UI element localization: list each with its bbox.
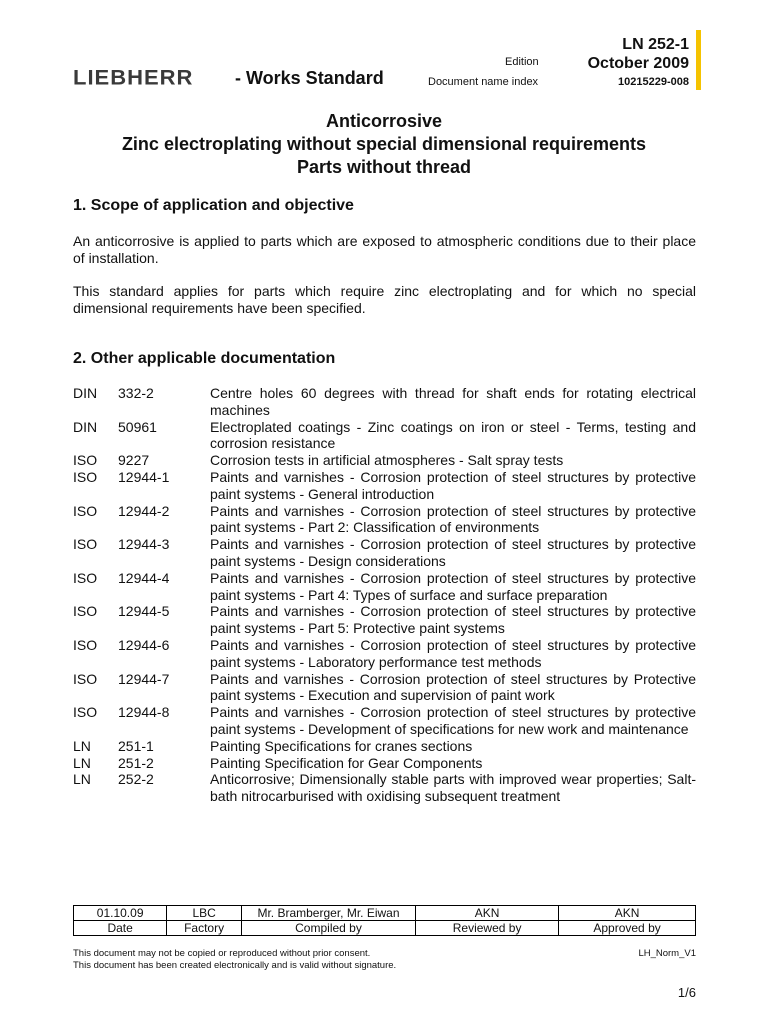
factory-value: LBC xyxy=(167,906,242,921)
reference-title: Paints and varnishes - Corrosion protection of steel structures by protective paint systems - General introduction xyxy=(210,468,696,502)
notice-line-2: This document has been created electronically and is valid without signature. xyxy=(73,960,397,971)
reference-standard: ISO xyxy=(73,704,98,721)
reviewed-by-label: Reviewed by xyxy=(416,921,559,936)
reference-title: Paints and varnishes - Corrosion protection of steel structures by protective paint systems - Part 4: Types of surface and surface preparation xyxy=(210,569,696,603)
reference-row xyxy=(73,755,696,772)
reference-number: 12944-5 xyxy=(118,603,170,620)
reference-row xyxy=(73,637,696,671)
reference-standard: ISO xyxy=(73,636,98,653)
reference-number: 12944-3 xyxy=(118,536,170,553)
liebherr-logo: LIEBHERR xyxy=(73,65,194,90)
date-label: Date xyxy=(74,921,167,936)
date-value: 01.10.09 xyxy=(74,906,167,921)
reference-title: Corrosion tests in artificial atmospheres - Salt spray tests xyxy=(210,452,564,469)
edition-label: Edition xyxy=(505,56,539,68)
reference-title: Painting Specification for Gear Components xyxy=(210,754,483,771)
reference-number: 251-1 xyxy=(118,737,154,754)
reference-row xyxy=(73,419,696,453)
reference-list xyxy=(73,385,696,805)
reference-row xyxy=(73,704,696,738)
approved-by-value: AKN xyxy=(559,906,696,921)
reference-row xyxy=(73,385,696,419)
reference-row xyxy=(73,603,696,637)
reference-row xyxy=(73,469,696,503)
compiled-by-label: Compiled by xyxy=(241,921,415,936)
reference-standard: ISO xyxy=(73,452,98,469)
reference-number: 252-2 xyxy=(118,771,154,788)
reference-standard: ISO xyxy=(73,502,98,519)
reference-number: 12944-4 xyxy=(118,569,170,586)
title-line-3: Parts without thread xyxy=(296,157,471,177)
works-standard-label: - Works Standard xyxy=(235,68,384,88)
compiled-by-value: Mr. Bramberger, Mr. Eiwan xyxy=(241,906,415,921)
document-title xyxy=(40,110,728,179)
reference-standard: ISO xyxy=(73,569,98,586)
section-1-paragraph-1: An anticorrosive is applied to parts which are exposed to atmospheric conditions due to their place of installation. xyxy=(73,233,696,266)
reference-title: Centre holes 60 degrees with thread for shaft ends for rotating electrical machines xyxy=(210,385,696,418)
notice-line-1: This document may not be copied or reproduced without prior consent. xyxy=(73,948,371,959)
reference-number: 50961 xyxy=(118,418,157,435)
reference-standard: DIN xyxy=(73,418,98,435)
reference-title: Electroplated coatings - Zinc coatings on iron or steel - Terms, testing and corrosion resistance xyxy=(210,418,696,452)
reference-title: Painting Specifications for cranes sections xyxy=(210,737,473,754)
reference-title: Paints and varnishes - Corrosion protection of steel structures by Protective paint systems - Execution and supervision of paint work xyxy=(210,670,696,704)
reference-number: 12944-1 xyxy=(118,468,170,485)
reference-number: 12944-6 xyxy=(118,636,170,653)
reference-title: Paints and varnishes - Corrosion protection of steel structures by protective paint systems - Part 5: Protective paint systems xyxy=(210,603,696,637)
reference-title: Anticorrosive; Dimensionally stable parts with improved wear properties; Salt-bath nitrocarburised with oxidising subsequent treatment xyxy=(210,771,696,805)
section-2-heading: 2. Other applicable documentation xyxy=(73,350,336,367)
reference-row xyxy=(73,570,696,604)
reference-row xyxy=(73,452,696,469)
reference-row xyxy=(73,738,696,755)
approval-values-row xyxy=(74,906,696,921)
reference-standard: LN xyxy=(73,754,91,771)
document-header xyxy=(73,30,699,92)
reference-row xyxy=(73,503,696,537)
reference-title: Paints and varnishes - Corrosion protection of steel structures by protective paint systems - Part 2: Classification of environments xyxy=(210,502,696,536)
reference-row xyxy=(73,536,696,570)
reference-number: 12944-7 xyxy=(118,670,170,687)
edition-value: October 2009 xyxy=(587,55,689,72)
reference-standard: ISO xyxy=(73,536,98,553)
document-name-label: Document name index xyxy=(428,76,539,88)
form-code: LH_Norm_V1 xyxy=(638,948,696,959)
reference-standard: ISO xyxy=(73,468,98,485)
approval-labels-row xyxy=(74,921,696,936)
accent-bar xyxy=(696,30,701,90)
copyright-notice xyxy=(73,948,396,972)
reference-standard: ISO xyxy=(73,670,98,687)
factory-label: Factory xyxy=(167,921,242,936)
reference-number: 332-2 xyxy=(118,385,154,401)
reference-number: 9227 xyxy=(118,452,150,469)
standard-code: LN 252-1 xyxy=(622,36,689,53)
title-line-2: Zinc electroplating without special dimensional requirements xyxy=(121,134,647,154)
approved-by-label: Approved by xyxy=(559,921,696,936)
section-1-paragraph-2: This standard applies for parts which require zinc electroplating and for which no special dimensional requirements have been specified. xyxy=(73,283,696,316)
reference-number: 12944-8 xyxy=(118,704,170,721)
reference-number: 251-2 xyxy=(118,754,154,771)
reference-number: 12944-2 xyxy=(118,502,170,519)
section-1-heading: 1. Scope of application and objective xyxy=(73,197,354,214)
reference-title: Paints and varnishes - Corrosion protection of steel structures by protective paint systems - Design considerations xyxy=(210,536,696,569)
title-line-1: Anticorrosive xyxy=(325,111,443,131)
approval-table xyxy=(73,905,696,936)
reference-title: Paints and varnishes - Corrosion protection of steel structures by protective paint systems - Development of specifications for new work and maintenance xyxy=(210,704,696,737)
reviewed-by-value: AKN xyxy=(416,906,559,921)
reference-standard: ISO xyxy=(73,603,98,620)
reference-row xyxy=(73,771,696,805)
reference-standard: LN xyxy=(73,771,91,788)
document-name-value: 10215229-008 xyxy=(618,76,689,88)
page-number: 1/6 xyxy=(677,985,696,1000)
reference-standard: DIN xyxy=(73,385,98,401)
reference-title: Paints and varnishes - Corrosion protection of steel structures by protective paint systems - Laboratory performance test methods xyxy=(210,636,696,670)
reference-standard: LN xyxy=(73,737,91,754)
reference-row xyxy=(73,671,696,705)
